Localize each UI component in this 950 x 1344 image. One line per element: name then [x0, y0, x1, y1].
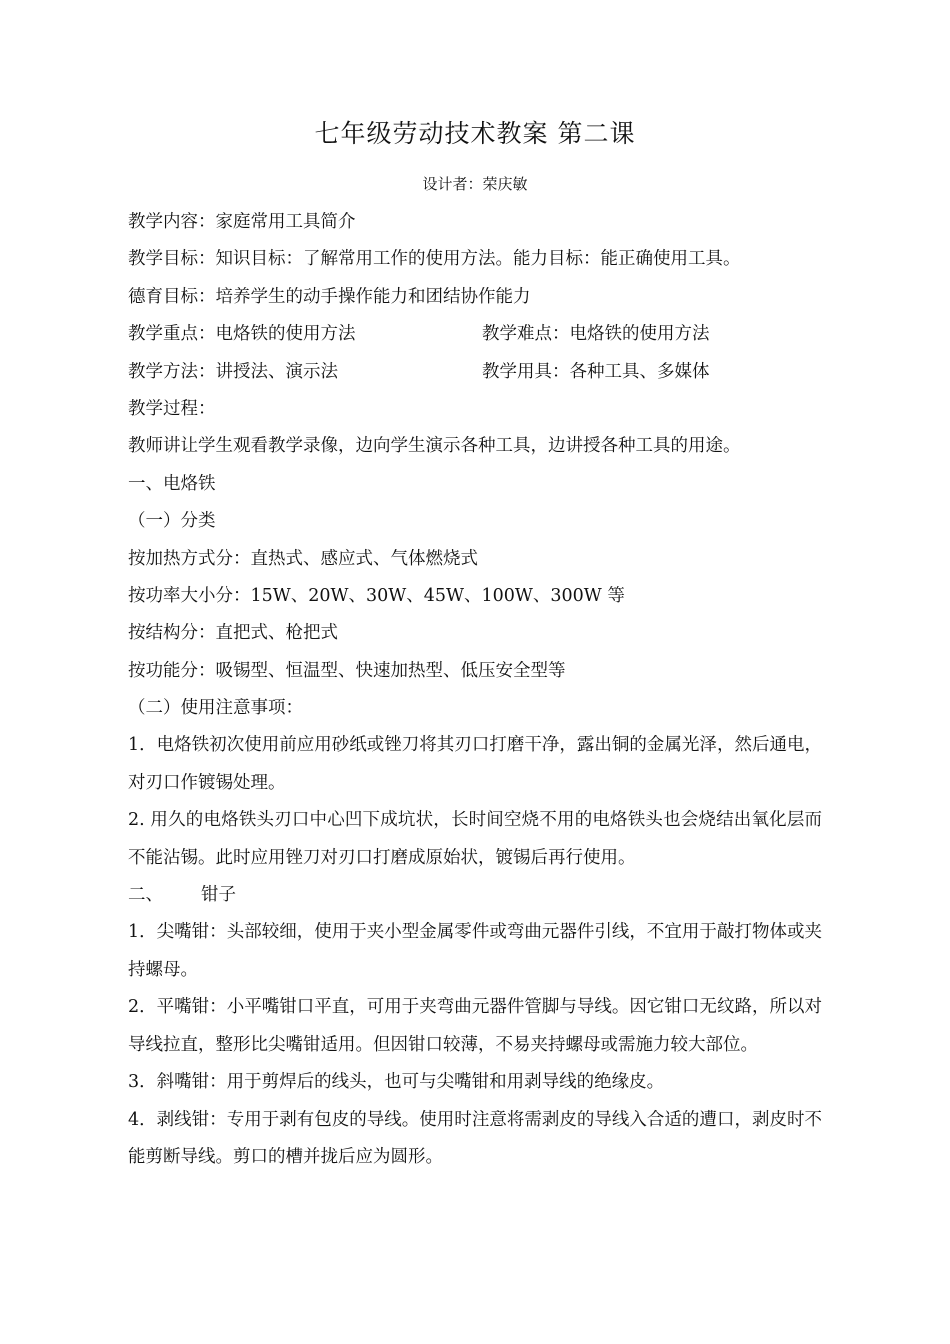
teaching-aids: 教学用具：各种工具、多媒体 — [482, 361, 710, 382]
process-intro: 教师讲让学生观看教学录像，边向学生演示各种工具，边讲授各种工具的用途。 — [128, 436, 741, 457]
usage-note-2: 2. 用久的电烙铁头刃口中心凹下成坑状，长时间空烧不用的电烙铁头也会烧结出氧化层而不能沾锡。此时应用锉刀对刃口打磨成原始状，镀锡后再行使用。 — [128, 810, 822, 868]
teaching-objectives: 教学目标：知识目标：了解常用工作的使用方法。能力目标：能正确使用工具。 — [128, 249, 741, 270]
subheading-classification: （一）分类 — [128, 511, 216, 532]
document-title: 七年级劳动技术教案 第二课 — [314, 119, 636, 148]
difficulty: 教学难点：电烙铁的使用方法 — [482, 324, 710, 345]
method-aids-row — [128, 354, 822, 391]
teaching-content: 教学内容：家庭常用工具简介 — [128, 212, 356, 232]
classification-heating: 按加热方式分：直热式、感应式、气体燃烧式 — [128, 548, 478, 569]
subheading-usage-notes: （二）使用注意事项： — [128, 698, 303, 719]
key-point: 教学重点：电烙铁的使用方法 — [128, 324, 356, 345]
moral-objectives: 德育目标：培养学生的动手操作能力和团结协作能力 — [128, 286, 531, 307]
classification-structure: 按结构分：直把式、枪把式 — [128, 623, 338, 644]
section-number: 二、 — [128, 885, 163, 906]
key-difficulty-row — [128, 316, 822, 353]
usage-note-1: 1．电烙铁初次使用前应用砂纸或锉刀将其刃口打磨干净，露出铜的金属光泽，然后通电，对刃口作镀锡处理。 — [128, 735, 822, 793]
pliers-item-3: 3．斜嘴钳：用于剪焊后的线头，也可与尖嘴钳和用剥导线的绝缘皮。 — [128, 1072, 665, 1093]
section-heading-soldering-iron: 一、电烙铁 — [128, 473, 216, 494]
section-heading-pliers — [128, 877, 822, 914]
pliers-item-4: 4．剥线钳：专用于剥有包皮的导线。使用时注意将需剥皮的导线入合适的遭口，剥皮时不能剪断导线。剪口的槽并拢后应为圆形。 — [128, 1109, 822, 1167]
teaching-method: 教学方法：讲授法、演示法 — [128, 361, 338, 382]
classification-function: 按功能分：吸锡型、恒温型、快速加热型、低压安全型等 — [128, 660, 566, 681]
document-body — [128, 204, 822, 1176]
section-title: 钳子 — [201, 885, 236, 906]
pliers-item-2: 2．平嘴钳：小平嘴钳口平直，可用于夹弯曲元器件管脚与导线。因它钳口无纹路，所以对导线拉直，整形比尖嘴钳适用。但因钳口较薄，不易夹持螺母或需施力较大部位。 — [128, 997, 822, 1055]
classification-power: 按功率大小分：15W、20W、30W、45W、100W、300W 等 — [128, 585, 625, 606]
pliers-item-1: 1．尖嘴钳：头部较细，使用于夹小型金属零件或弯曲元器件引线，不宜用于敲打物体或夹持螺母。 — [128, 922, 822, 980]
author-line: 设计者：荣庆敏 — [422, 175, 528, 193]
process-heading: 教学过程： — [128, 398, 216, 419]
